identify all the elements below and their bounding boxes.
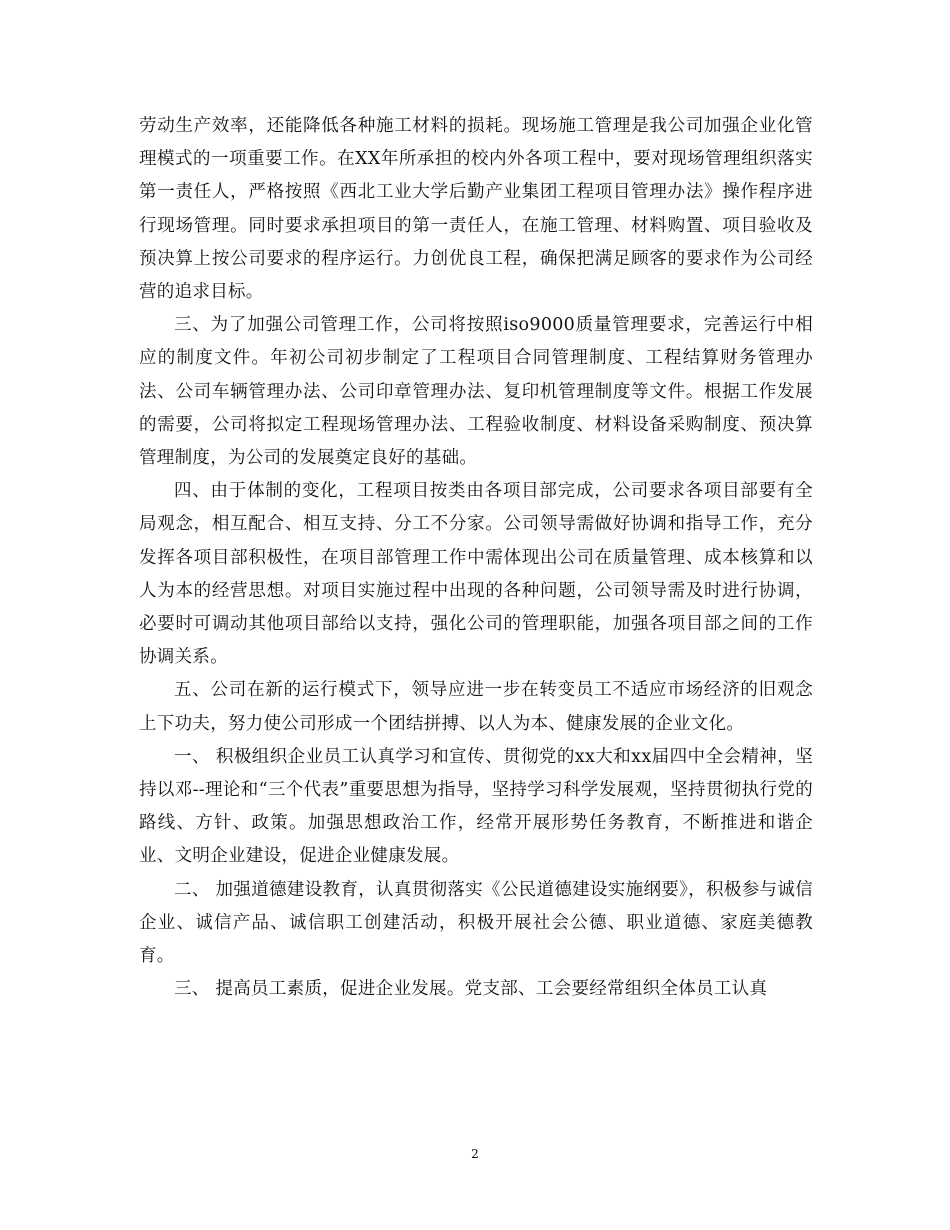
paragraph-study-organization: 一、 积极组织企业员工认真学习和宣传、贯彻党的xx大和xx届四中全会精神，坚持以邓--理论和“三个代表”重要思想为指导，坚持学习科学发展观，坚持贯彻执行党的路线、方针、政策。加强思想政治工作，经常开展形势任务教育，不断推进和谐企业、文明企业建设，促进企业健康发展。 [139,746,813,867]
page-number: 2 [471,1147,479,1161]
paragraph-corporate-culture: 五、公司在新的运行模式下，领导应进一步在转变员工不适应市场经济的旧观念上下功夫，努力使公司形成一个团结拼搏、以人为本、健康发展的企业文化。 [139,680,813,734]
paragraph-management-system: 三、为了加强公司管理工作，公司将按照iso9000质量管理要求，完善运行中相应的制度文件。年初公司初步制定了工程项目合同管理制度、工程结算财务管理办法、公司车辆管理办法、公司印章管理办法、复印机管理制度等文件。根据工作发展的需要，公司将拟定工程现场管理办法、工程验收制度、材料设备采购制度、预决算管理制度，为公司的发展奠定良好的基础。 [139,315,813,469]
paragraph-employee-quality: 三、 提高员工素质，促进企业发展。党支部、工会要经常组织全体员工认真 [174,979,768,1000]
paragraph-project-departments: 四、由于体制的变化，工程项目按类由各项目部完成，公司要求各项目部要有全局观念，相互配合、相互支持、分工不分家。公司领导需做好协调和指导工作，充分发挥各项目部积极性，在项目部管理工作中需体现出公司在质量管理、成本核算和以人为本的经营思想。对项目实施过程中出现的各种问题，公司领导需及时进行协调，必要时可调动其他项目部给以支持，强化公司的管理职能，加强各项目部之间的工作协调关系。 [139,481,813,668]
paragraph-site-management: 劳动生产效率，还能降低各种施工材料的损耗。现场施工管理是我公司加强企业化管理模式的一项重要工作。在XX年所承担的校内外各项工程中，要对现场管理组织落实第一责任人，严格按照《西北工业大学后勤产业集团工程项目管理办法》操作程序进行现场管理。同时要求承担项目的第一责任人，在施工管理、材料购置、项目验收及预决算上按公司要求的程序运行。力创优良工程，确保把满足顾客的要求作为公司经营的追求目标。 [139,116,813,303]
paragraph-moral-education: 二、 加强道德建设教育，认真贯彻落实《公民道德建设实施纲要》，积极参与诚信企业、诚信产品、诚信职工创建活动，积极开展社会公德、职业道德、家庭美德教育。 [139,879,813,967]
document-body [139,110,813,1006]
